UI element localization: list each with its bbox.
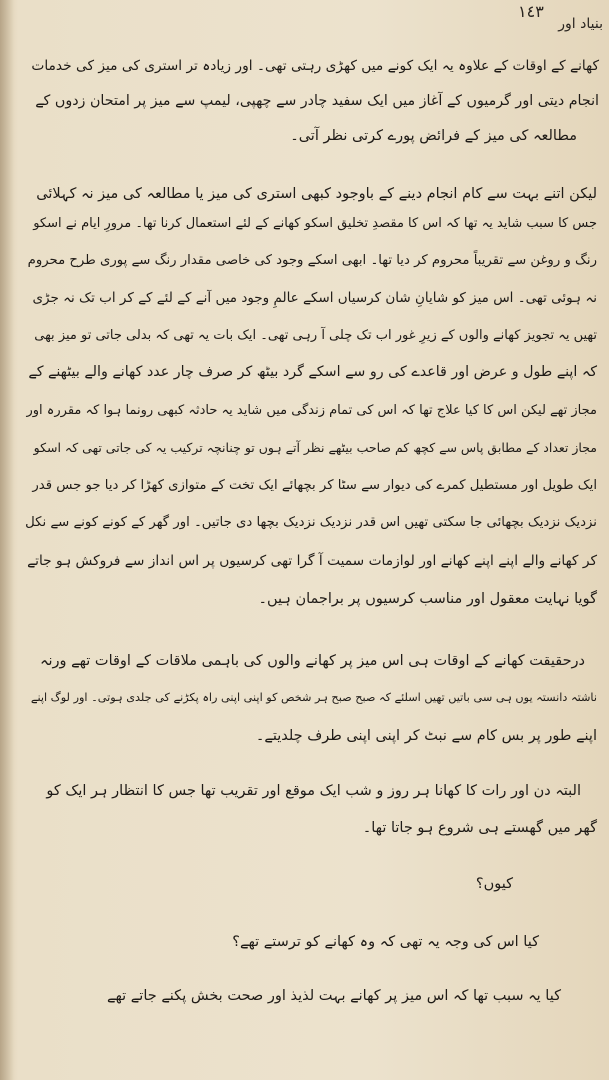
text-line: گھر میں گھستے ہی شروع ہو جاتا تھا۔ (362, 820, 597, 836)
text-line: لیکن اتنے بہت سے کام انجام دینے کے باوجود کبھی استری کی میز یا مطالعہ کی میز نہ کہلائی (36, 186, 597, 202)
page-number: ١٤٣ (518, 2, 544, 21)
text-line: کیا اس کی وجہ یہ تھی کہ وہ کھانے کو ترستے تھے؟ (232, 934, 539, 950)
text-line: رنگ و روغن سے تقریباً محروم کر دیا تھا۔ ابھی اسکے وجود کی خاصی مقدار رنگ سے پوری طرح محروم (27, 253, 597, 268)
text-line: کیا یہ سبب تھا کہ اس میز پر کھانے بہت لذیذ اور صحت بخش پکنے جاتے تھے (106, 988, 561, 1004)
text-line: درحقیقت کھانے کے اوقات ہی اس میز پر کھانے والوں کی باہمی ملاقات کے اوقات تھے ورنہ (39, 653, 585, 669)
text-line: مجاز تعداد کے مطابق پاس سے کچھ کم صاحب بیٹھے نظر آتے ہوں تو چنانچہ ترکیب یہ کی جاتی تھی کہ اسکو (33, 440, 597, 455)
body-text (24, 58, 599, 1058)
running-head: بنیاد اور (558, 16, 603, 32)
text-line: تھیں یہ تجویز کھانے والوں کے زیرِ غور اب تک چلی آ رہی تھی۔ ایک بات یہ تھی کہ بدلی جاتی تو میز بھی (34, 328, 597, 343)
text-line: اپنے طور پر بس کام سے نبٹ کر اپنی اپنی طرف چلدیتے۔ (255, 728, 597, 744)
text-line: گویا نہایت معقول اور مناسب کرسیوں پر براجمان ہیں۔ (258, 591, 597, 607)
text-line: ناشتہ دانستہ یوں ہی سی باتیں تھیں اسلئے کہ صبح صبح ہر شخص کو اپنی اپنی راہ پکڑنے کی جلدی ہوتی۔ اور لوگ اپنے (30, 691, 597, 704)
text-line: ایک طویل اور مستطیل کمرے کی دیوار سے سٹا کر بچھائے ایک تخت کے متوازی کھڑا کر دیا جو جس قدر (32, 478, 597, 493)
text-line: البتہ دن اور رات کا کھانا ہر روز و شب ایک موقع اور تقریب تھا جس کا انتظار ہر ایک کو (46, 783, 581, 799)
text-line: کیوں؟ (475, 876, 513, 892)
text-line: مجاز تھے لیکن اس کا کیا علاج تھا کہ اس کی تمام زندگی میں شاید یہ حادثہ کبھی رونما ہوا کہ مقررہ اور (26, 403, 597, 418)
text-line: نہ ہوئی تھی۔ اس میز کو شایانِ شان کرسیاں اسکے عالمِ وجود میں آنے کے لئے کے کر اب تک نہ جڑی (32, 290, 597, 306)
page-fold-shadow (0, 0, 14, 1080)
text-line: نزدیک نزدیک بچھائی جا سکتی تھیں اس قدر نزدیک نزدیک بچھا دی جاتیں۔ اور گھر کے کونے کونے سے نکل (25, 515, 597, 530)
text-line: جس کا سبب شاید یہ تھا کہ اس کا مقصدِ تخلیق اسکو کھانے کے لئے استعمال کرنا تھا۔ مرورِ ایام نے اسکو (33, 216, 597, 231)
text-line: انجام دیتی اور گرمیوں کے آغاز میں ایک سفید چادر سے چھپی، لیمپ سے میز پر امتحان زدوں کے (35, 93, 599, 109)
text-line: کھانے کے اوقات کے علاوہ یہ ایک کونے میں کھڑی رہتی تھی۔ اور زیادہ تر استری کی میز کی خدمات (31, 58, 599, 74)
text-line: مطالعہ کی میز کے فرائض پورے کرتی نظر آتی۔ (290, 128, 577, 144)
text-line: کر کھانے والے اپنے اپنے کھانے اور لوازمات سمیت آ گرا تھی کرسیوں پر اس انداز سے فروکش ہو جاتے (27, 553, 597, 569)
text-line: کہ اپنے طول و عرض اور قاعدے کی رو سے اسکے گرد بیٹھ کر صرف چار عدد کھانے والے بیٹھنے کے (28, 364, 597, 380)
